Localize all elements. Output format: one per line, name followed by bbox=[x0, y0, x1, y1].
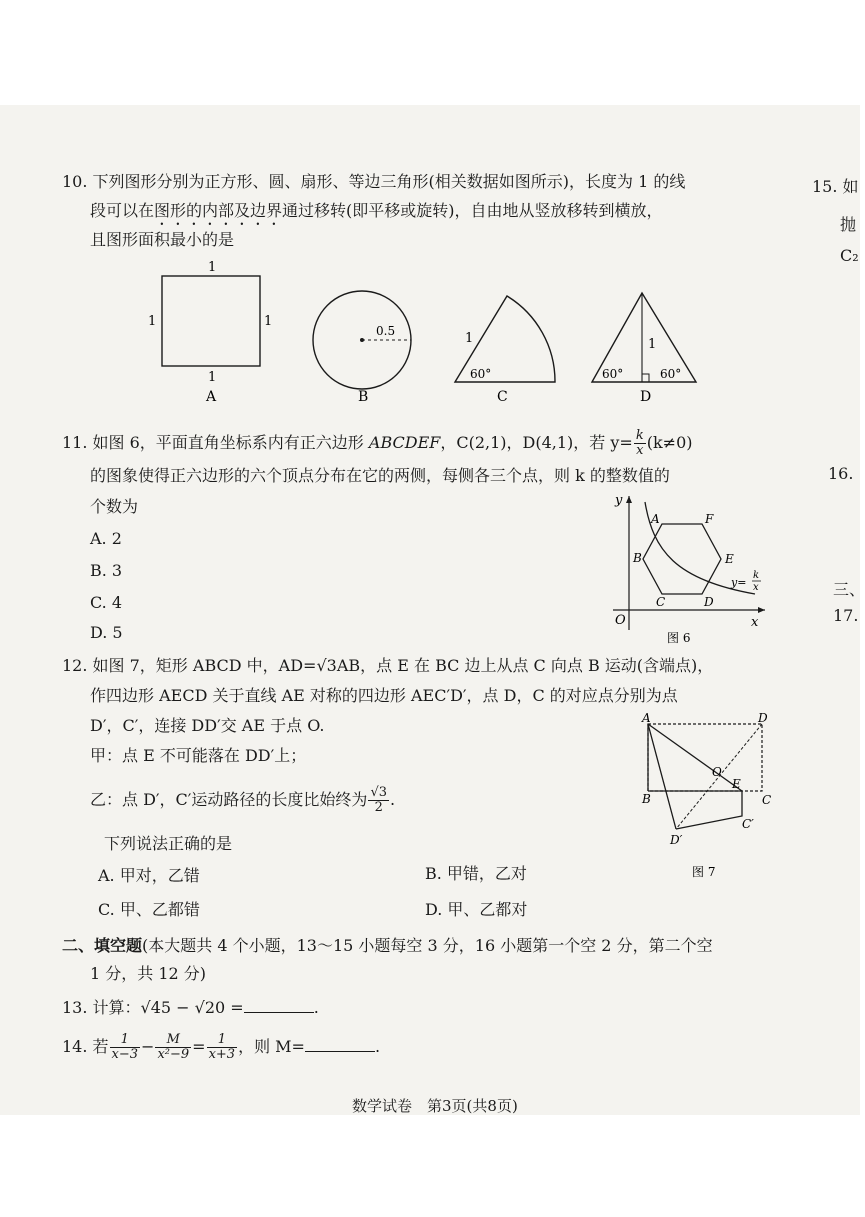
q10-line2: 段可以在图形的内部及边界通过移转(即平移或旋转)，自由地从竖放移转到横放， bbox=[90, 201, 663, 220]
svg-text:O: O bbox=[615, 613, 626, 628]
q10-figures bbox=[140, 258, 730, 408]
svg-text:1: 1 bbox=[264, 314, 273, 329]
q13: 13. 计算：√45 − √20 = . bbox=[62, 998, 319, 1017]
q12-option-b: B. 甲错，乙对 bbox=[425, 864, 527, 883]
svg-text:B: B bbox=[358, 389, 369, 405]
svg-text:1: 1 bbox=[648, 337, 657, 352]
q13-answer-blank[interactable] bbox=[244, 998, 314, 1013]
svg-text:图 7: 图 7 bbox=[692, 865, 716, 879]
figure-sector bbox=[455, 296, 555, 405]
q12-jia: 甲：点 E 不可能落在 DD′上； bbox=[90, 746, 307, 765]
svg-text:k: k bbox=[753, 570, 760, 581]
svg-text:C′: C′ bbox=[742, 817, 754, 831]
right-margin-pao: 抛 bbox=[840, 215, 857, 234]
svg-text:A: A bbox=[651, 512, 660, 526]
page-footer: 数学试卷 第3页(共8页) bbox=[352, 1097, 518, 1115]
q12-line3: D′，C′，连接 DD′交 AE 于点 O. bbox=[90, 716, 325, 735]
svg-text:60°: 60° bbox=[602, 367, 624, 381]
svg-text:O: O bbox=[712, 765, 722, 779]
figure-triangle bbox=[592, 293, 696, 405]
q11-option-a: A. 2 bbox=[90, 529, 122, 548]
svg-text:1: 1 bbox=[208, 370, 217, 385]
q14: 14. 若 $\frac{1}{x-3}$ − $\frac{M}{\text{x²−9}}$ = $\frac{1}{x+3}$ ，则 M= . bbox=[62, 1032, 381, 1062]
section2-line1: 二、填空题(本大题共 4 个小题，13～15 小题每空 3 分，16 小题第一个空 2 分，第二个空 bbox=[62, 936, 713, 955]
q11-option-b: B. 3 bbox=[90, 561, 123, 580]
svg-text:D: D bbox=[640, 389, 652, 405]
q12-option-a: A. 甲对，乙错 bbox=[98, 866, 200, 885]
q11-line3: 个数为 bbox=[90, 497, 139, 516]
figure-square bbox=[148, 260, 272, 405]
q10-line1: 10. 下列图形分别为正方形、圆、扇形、等边三角形(相关数据如图所示)，长度为 1 的线 bbox=[62, 172, 686, 191]
svg-text:E: E bbox=[732, 777, 741, 791]
q12-yi: 乙：点 D′，C′运动路径的长度比始终为 $\frac{√3}{2}$ . bbox=[90, 785, 396, 815]
figure-7 bbox=[634, 712, 784, 880]
svg-text:x: x bbox=[753, 582, 759, 593]
q11-line2: 的图象使得正六边形的六个顶点分布在它的两侧，每侧各三个点，则 k 的整数值的 bbox=[90, 466, 670, 485]
q10-line3: 且图形面积最小的是 bbox=[90, 230, 235, 249]
svg-text:F: F bbox=[705, 512, 714, 526]
svg-text:60°: 60° bbox=[660, 367, 682, 381]
svg-text:E: E bbox=[725, 552, 734, 566]
q12-prompt: 下列说法正确的是 bbox=[104, 834, 233, 853]
svg-text:C: C bbox=[497, 389, 508, 405]
q12-line2: 作四边形 AECD 关于直线 AE 对称的四边形 AEC′D′，点 D，C 的对应点分别为点 bbox=[90, 686, 678, 705]
svg-text:y=: y= bbox=[731, 576, 747, 589]
section2-line2: 1 分，共 12 分) bbox=[90, 964, 207, 983]
q14-answer-blank[interactable] bbox=[305, 1037, 375, 1052]
svg-text:C: C bbox=[762, 793, 772, 807]
right-margin-q15: 15. 如 bbox=[812, 177, 859, 196]
figure-circle bbox=[313, 291, 411, 405]
svg-text:y: y bbox=[615, 493, 623, 508]
svg-text:1: 1 bbox=[208, 260, 217, 275]
svg-text:B: B bbox=[642, 792, 651, 806]
q12-option-d: D. 甲、乙都对 bbox=[425, 900, 528, 919]
svg-text:1: 1 bbox=[465, 331, 474, 346]
svg-text:x: x bbox=[751, 615, 759, 630]
q11-line1: 11. 如图 6，平面直角坐标系内有正六边形 ABCDEF，C(2,1)，D(4,1)，若 y= $\frac{k}{x}$ (k≠0) bbox=[62, 428, 693, 458]
right-margin-q17: 17. bbox=[833, 606, 859, 625]
q11-option-c: C. 4 bbox=[90, 593, 123, 612]
svg-text:0.5: 0.5 bbox=[376, 324, 396, 338]
right-margin-q16: 16. bbox=[828, 464, 854, 483]
svg-text:A: A bbox=[206, 389, 217, 405]
q12-option-c: C. 甲、乙都错 bbox=[98, 900, 200, 919]
svg-text:D: D bbox=[758, 711, 768, 725]
right-margin-section3: 三、 bbox=[833, 580, 865, 599]
q11-option-d: D. 5 bbox=[90, 623, 123, 642]
svg-text:60°: 60° bbox=[470, 367, 492, 381]
svg-text:C: C bbox=[656, 595, 666, 609]
figure-6 bbox=[605, 490, 775, 650]
svg-text:图 6: 图 6 bbox=[667, 631, 691, 645]
svg-text:B: B bbox=[633, 551, 642, 565]
svg-text:D: D bbox=[704, 595, 714, 609]
svg-text:D′: D′ bbox=[670, 833, 683, 847]
q12-line1: 12. 如图 7，矩形 ABCD 中，AD=√3AB，点 E 在 BC 边上从点 C 向点 B 运动(含端点)， bbox=[62, 656, 714, 675]
svg-text:1: 1 bbox=[148, 314, 157, 329]
svg-text:A: A bbox=[642, 711, 651, 725]
right-margin-c2: C₂ bbox=[840, 246, 859, 265]
